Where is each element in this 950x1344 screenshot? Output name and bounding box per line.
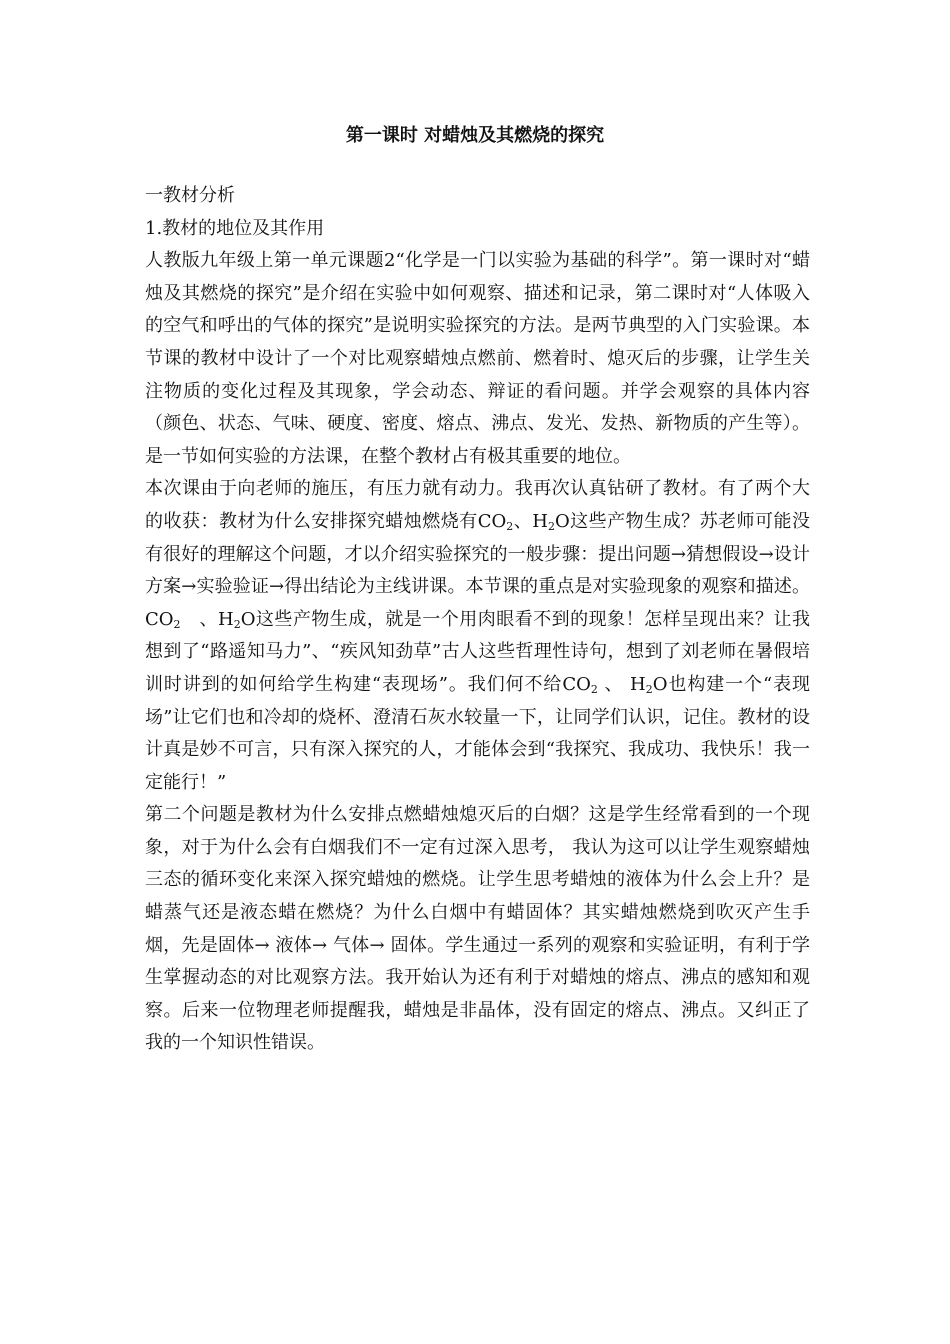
subscript-2: 2	[233, 617, 241, 631]
paragraph-2-part-c: O这些产物生成？苏老师可能没有很好的理解这个问题，才以介绍实验探究的一般步骤：提出问题→猜想假设→设计方案→实验验证→得出结论为主线讲课。本节课的重点是对实验现象的观察和描述。CO	[145, 510, 810, 630]
paragraph-3: 第二个问题是教材为什么安排点燃蜡烛熄灭后的白烟？这是学生经常看到的一个现象，对于为什么会有白烟我们不一定有过深入思考， 我认为这可以让学生观察蜡烛三态的循环变化来深入探究蜡烛的燃烧。让学生思考蜡烛的液体为什么会上升？是蜡蒸气还是液态蜡在燃烧？为什么白烟中有蜡固体？其实蜡烛燃烧到吹灭产生手烟，先是固体→ 液体→ 气体→ 固体。学生通过一系列的观察和实验证明，有利于学生掌握动态的对比观察方法。我开始认为还有利于对蜡烛的熔点、沸点的感知和观察。后来一位物理老师提醒我，蜡烛是非晶体，没有固定的熔点、沸点。又纠正了我的一个知识性错误。	[145, 804, 810, 1054]
subscript-2: 2	[173, 617, 181, 631]
subscript-2: 2	[645, 682, 653, 696]
subsection-heading: 1.教材的地位及其作用	[145, 217, 325, 239]
section-heading: 一教材分析	[145, 185, 235, 206]
paragraph-2-part-a: 本次课由于向老师的施压，有压力就有动力。我再次认真钻研了教材。有了两个大的收获：教材为什么安排探究蜡烛燃烧有CO	[145, 478, 810, 532]
subscript-2: 2	[506, 519, 514, 533]
paragraph-2-part-d: 、H	[180, 608, 234, 630]
paragraph-2-part-g: O也构建一个“表现场”让它们也和冷却的烧杯、澄清石灰水较量一下，让同学们认识，记住。教材的设计真是妙不可言，只有深入探究的人，才能体会到“我探究、我成功、我快乐！我一定能行！”	[145, 673, 810, 793]
paragraph-2	[145, 473, 810, 799]
paragraph-2-part-e: O这些产物生成，就是一个用肉眼看不到的现象！怎样呈现出来？让我想到了“路遥知马力”、“疾风知劲草”古人这些哲理性诗句，想到了刘老师在暑假培训时讲到的如何给学生构建“表现场”。我们何不给CO	[145, 608, 810, 695]
subscript-2: 2	[590, 682, 598, 696]
paragraph-1: 人教版九年级上第一单元课题2“化学是一门以实验为基础的科学”。第一课时对“蜡烛及其燃烧的探究”是介绍在实验中如何观察、描述和记录，第二课时对“人体吸入的空气和呼出的气体的探究”是说明实验探究的方法。是两节典型的入门实验课。本节课的教材中设计了一个对比观察蜡烛点燃前、燃着时、熄灭后的步骤，让学生关注物质的变化过程及其现象，学会动态、辩证的看问题。并学会观察的具体内容（颜色、状态、气味、硬度、密度、熔点、沸点、发光、发热、新物质的产生等）。是一节如何实验的方法课，在整个教材占有极其重要的地位。	[145, 250, 810, 467]
document-body	[145, 180, 810, 1060]
document-title: 第一课时 对蜡烛及其燃烧的探究	[345, 125, 605, 146]
subscript-2: 2	[547, 519, 555, 533]
paragraph-2-part-b: 、H	[513, 510, 548, 532]
paragraph-2-part-f: 、 H	[597, 673, 646, 695]
